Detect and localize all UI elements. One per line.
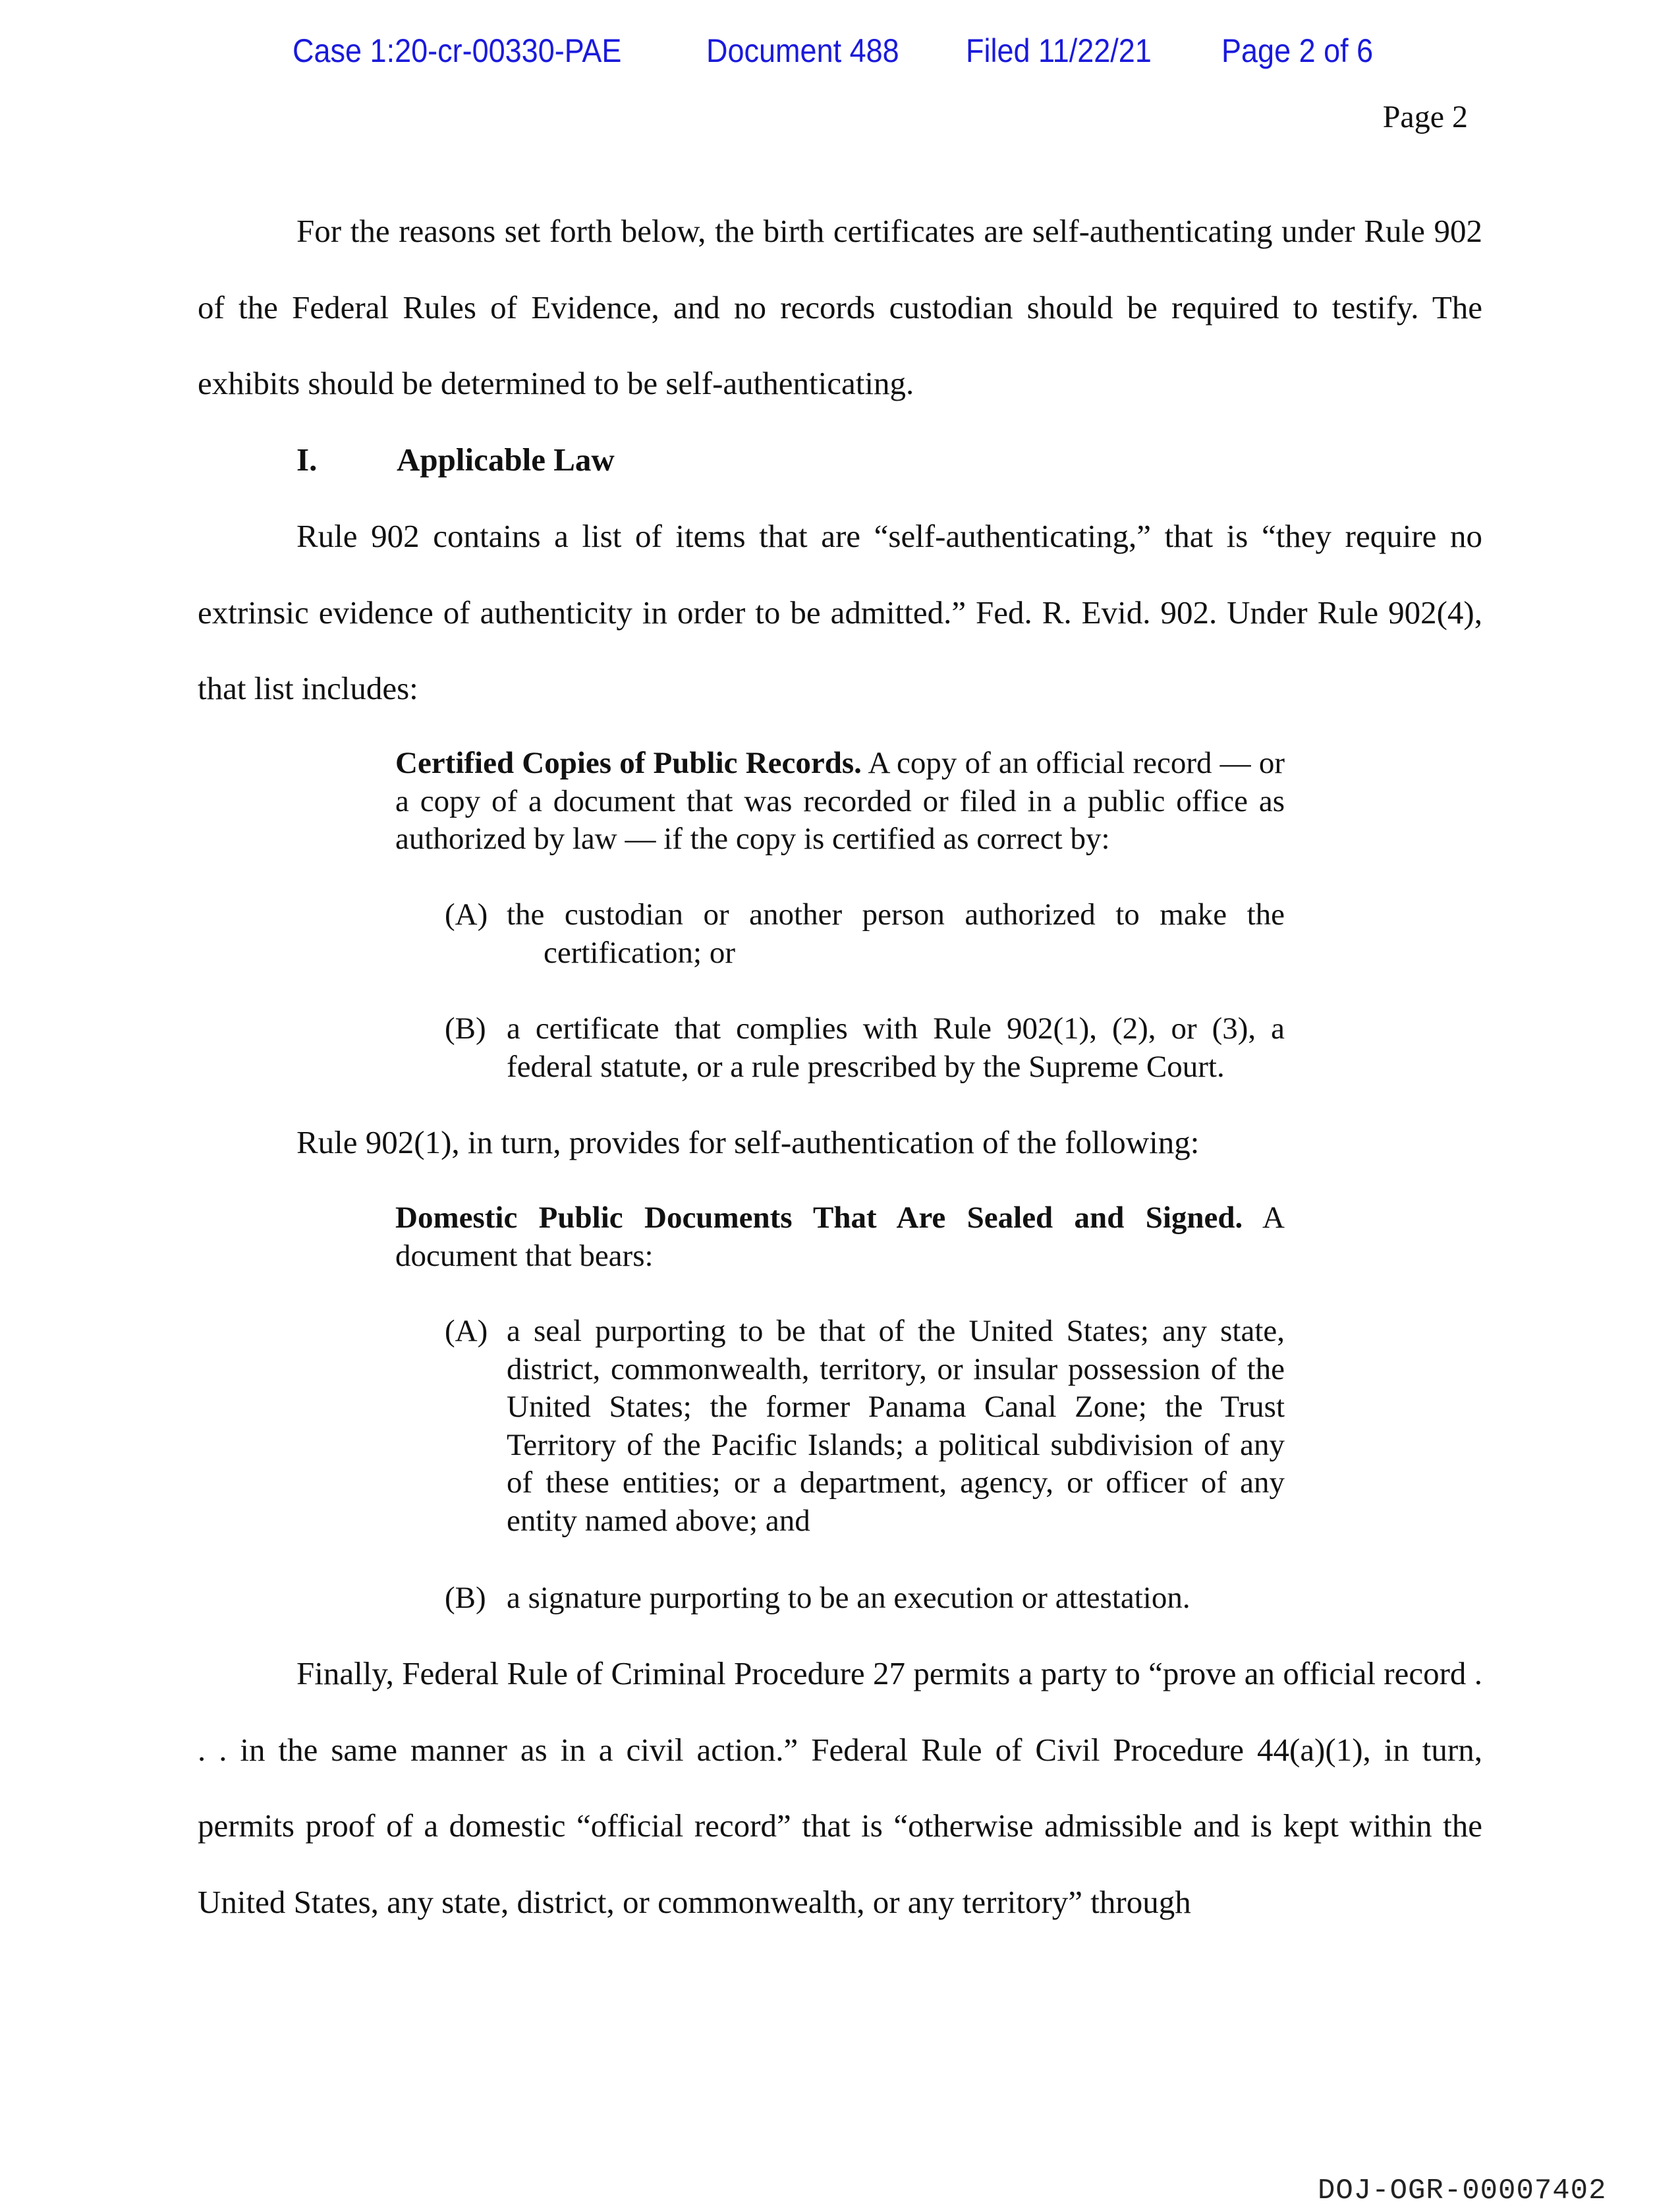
section-title: Applicable Law xyxy=(397,441,615,478)
item-label: (B) xyxy=(445,1581,486,1615)
quote-item-b xyxy=(445,1579,1285,1618)
header-page-count: Page 2 of 6 xyxy=(1221,32,1374,69)
quote-title: Domestic Public Documents That Are Sealed and Signed. xyxy=(395,1201,1243,1235)
quote-text: A copy of an official record — or a copy of a document that was recorded or filed in a public office as authorized by law — if the copy is certified as correct by: xyxy=(395,746,1285,856)
header-document-number: Document 488 xyxy=(706,32,899,69)
item-text: the custodian or another person authorized to make the certification; or xyxy=(507,897,1285,970)
rule902-paragraph: Rule 902 contains a list of items that are “self-authenticating,” that is “they require no extrinsic evidence of authenticity in order to be admitted.” Fed. R. Evid. 902. Under Rule 902(4), that list includes: xyxy=(198,518,1482,707)
section-number: I. xyxy=(296,441,318,478)
quote-item-b xyxy=(445,1010,1285,1086)
quote-item-a xyxy=(445,1313,1285,1540)
block-quote-domestic-documents xyxy=(395,1199,1285,1275)
quote-text: A document that bears: xyxy=(395,1201,1285,1273)
item-label: (B) xyxy=(445,1011,486,1046)
bates-number: DOJ-OGR-00007402 xyxy=(1318,2174,1607,2207)
quote-title: Certified Copies of Public Records. xyxy=(395,746,862,780)
block-quote-certified-copies xyxy=(395,745,1285,859)
rule9021-line: Rule 902(1), in turn, provides for self-authentication of the following: xyxy=(296,1124,1200,1160)
item-text: a certificate that complies with Rule 902(1), (2), or (3), a federal statute, or a rule prescribed by the Supreme Court. xyxy=(507,1011,1285,1084)
item-label: (A) xyxy=(445,1314,488,1348)
page-label: Page 2 xyxy=(1382,99,1468,134)
header-case-number: Case 1:20-cr-00330-PAE xyxy=(293,32,622,69)
intro-paragraph: For the reasons set forth below, the birth certificates are self-authenticating under Rule 902 of the Federal Rules of Evidence, and no records custodian should be required to testify. The exhibits should be determined to be self-authenticating. xyxy=(198,213,1482,402)
header-filed-date: Filed 11/22/21 xyxy=(966,32,1152,69)
item-text: a signature purporting to be an execution or attestation. xyxy=(507,1581,1190,1615)
final-paragraph: Finally, Federal Rule of Criminal Procedure 27 permits a party to “prove an official record . . . in the same manner as in a civil action.” Federal Rule of Civil Procedure 44(a)(1), in turn, permits proof of a domestic “official record” that is “otherwise admissible and is kept within the United States, any state, district, or commonwealth, or any territory” through xyxy=(198,1655,1482,1921)
quote-item-a xyxy=(445,896,1285,972)
item-text: a seal purporting to be that of the United States; any state, district, commonwealth, territory, or insular possession of the United States; the former Panama Canal Zone; the Trust Territory of the Pacific Islands; a political subdivision of any of these entities; or a department, agency, or officer of any entity named above; and xyxy=(507,1314,1285,1538)
item-label: (A) xyxy=(445,897,488,932)
